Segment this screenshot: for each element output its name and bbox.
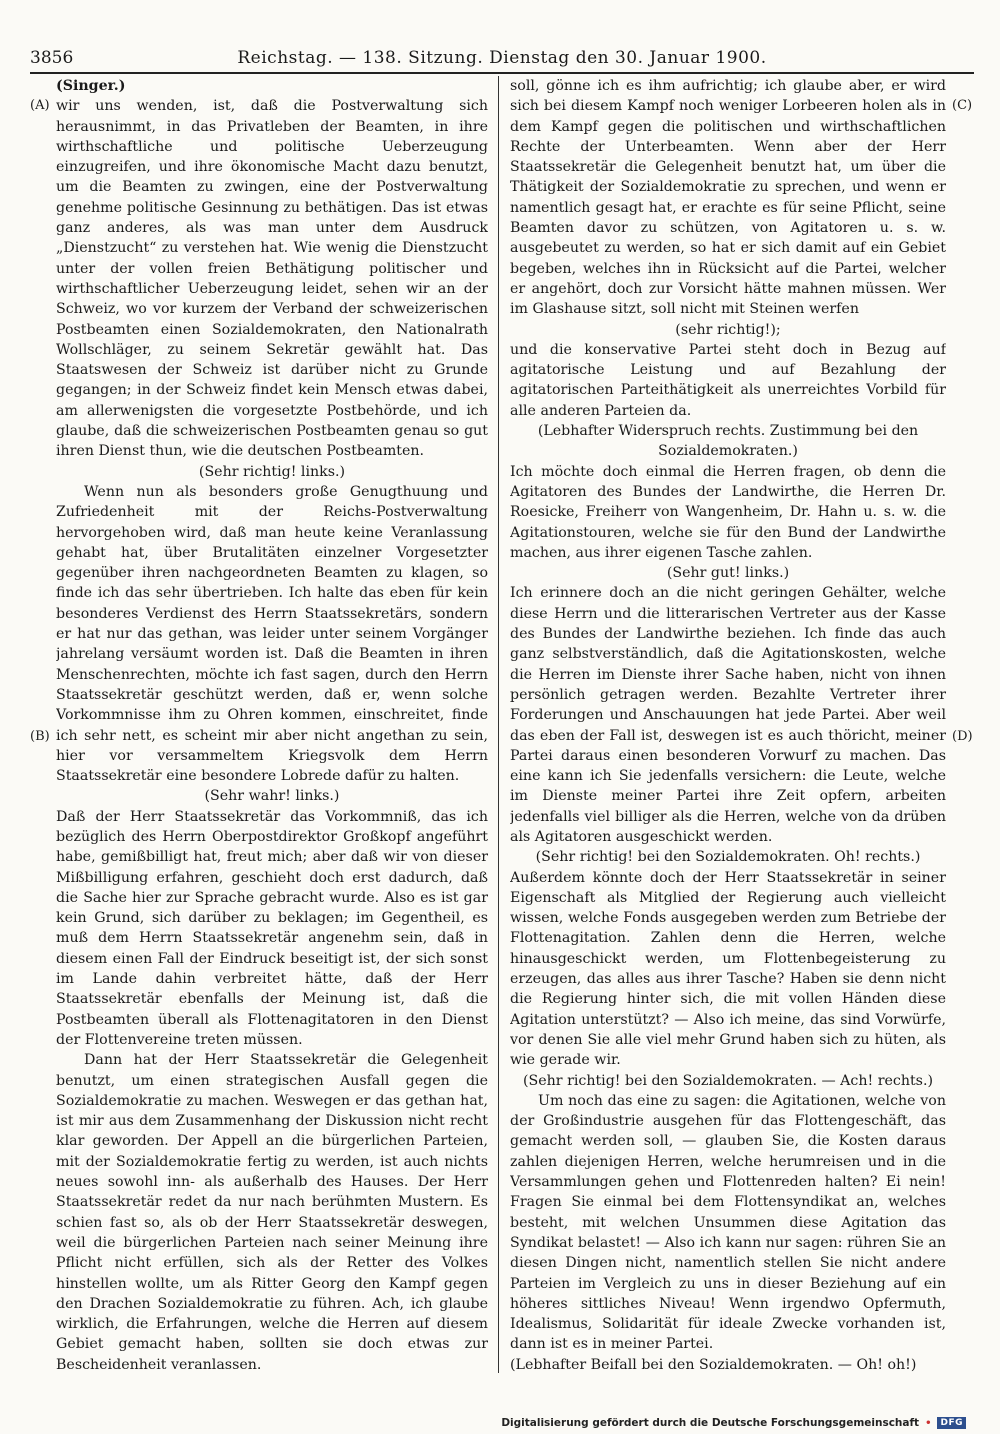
- interjection: (Sehr richtig! links.): [198, 463, 346, 480]
- column-divider: [498, 76, 499, 1373]
- paragraph: Um noch das eine zu sagen: die Agitationen, welche von der Großindustrie ausgehen für das Flottengeschäft, das gemacht werden soll, — glauben Sie, die Kosten daraus zahlen diejenigen Herren, welche herumreisen und in die Versammlungen gehen und Flottenreden halten? Ei nein! Fragen Sie einmal bei dem Flottensyndikat an, welches besteht, mit welchen Unsummen diese Agitation das Syndikat belastet! — Also ich kann nur sagen: rühren Sie an diesen Dingen nicht, namentlich stellen Sie nicht andere Parteien im Vergleich zu uns in dieser Beziehung auf ein höheres sittliches Niveau! Wenn irgendwo Opfermuth, Idealismus, Solidarität für ideale Zwecke vorhanden ist, dann ist es in meiner Partei.: [510, 1092, 946, 1353]
- margin-marker-c: (C): [952, 98, 973, 113]
- footer-text: Digitalisierung gefördert durch die Deutsche Forschungsgemeinschaft: [501, 1417, 920, 1429]
- paragraph: Ich erinnere doch an die nicht geringen Gehälter, welche diese Herrn und die litterarischen Vertreter aus der Kasse des Bundes der Landwirthe beziehen. Ich finde das auch ganz selbstverständlich, daß die Agitationskosten, welche die Herren im Dienste ihrer Sache haben, nicht von ihnen persönlich getragen werden. Bezahlte Vertreter ihrer Forderungen und Anschauungen hat jede Partei. Aber weil das eben der Fall ist, deswegen ist es auch thöricht, meiner Partei daraus einen besonderen Vorwurf zu machen. Das eine kann ich Sie jedenfalls versichern: die Leute, welche im Dienste meiner Partei ihre Zeit opfern, arbeiten jedenfalls viel billiger als die Herren, welche von da drüben als Agitatoren ausgeschickt werden.: [510, 585, 946, 845]
- interjection: (Sehr richtig! bei den Sozialdemokraten. — Ach! rechts.): [522, 1072, 934, 1089]
- speaker-label: (Singer.): [56, 78, 126, 94]
- paragraph: Dann hat der Herr Staatssekretär die Gelegenheit benutzt, um einen strategischen Ausfall gegen die Sozialdemokratie zu machen. Weswegen er das gethan hat, ist mir aus dem Zusammenhang der Diskussion nicht recht klar geworden. Der Appell an die bürgerlichen Parteien, mit der Sozialdemokratie fertig zu werden, ist auch nichts neues sowohl inn- als außerhalb des Hauses. Der Herr Staatssekretär redet da nur nach berühmten Mustern. Es schien fast so, als ob der Herr Staatssekretär deswegen, weil die bürgerlichen Parteien nach seiner Meinung ihre Pflicht nicht erfüllen, sich als der Retter des Volkes hinstellen wollte, um als Ritter Georg den Kampf gegen den Drachen Sozialdemokratie zu führen. Ach, ich glaube wirklich, die Erfahrungen, welche die Herren auf diesem Gebiet gemacht haben, sollten sie doch etwas zur Bescheidenheit veranlassen.: [56, 1052, 488, 1373]
- paragraph: wir uns wenden, ist, daß die Postverwaltung sich herausnimmt, in das Privatleben der Beamten, in ihre wirthschaftliche und politische Ueberzeugung einzugreifen, und ihre ökonomische Macht dazu benutzt, um die Beamten zu zwingen, eine der Postverwaltung genehme politische Gesinnung zu bethätigen. Das ist etwas ganz anderes, als was man unter dem Ausdruck „Dienstzucht“ zu verstehen hat. Wie wenig die Dienstzucht unter der vollen freien Bethätigung politischer und wirthschaftlicher Ueberzeugung leidet, sehen wir an der Schweiz, wo vor kurzem der Verband der schweizerischen Postbeamten einen Sozialdemokraten, den Nationalrath Wollschläger, zu seinem Sekretär gewählt hat. Das Staatswesen der Schweiz ist darüber nicht zu Grunde gegangen; in der Schweiz findet kein Mensch etwas dabei, am allerwenigsten die vorgesetzte Postbehörde, und ich glaube, daß die schweizerischen Postbeamten genau so gut ihren Dienst thun, wie die deutschen Postbeamten.: [56, 98, 488, 460]
- margin-marker-d: (D): [952, 729, 973, 744]
- paragraph: [510, 1375, 946, 1376]
- header-rule: [30, 72, 974, 74]
- page-header: [30, 43, 974, 73]
- margin-marker-b: (B): [30, 729, 50, 744]
- margin-marker-a: (A): [30, 98, 50, 113]
- paragraph: Ich möchte doch einmal die Herren fragen, ob denn die Agitatoren des Bundes der Landwirthe, die Herren Dr. Roesicke, Freiherr von Wangenheim, Dr. Hahn u. s. w. die Agitationstouren, welche sie für den Bund der Landwirthe machen, aus ihrer eigenen Tasche zahlen.: [510, 463, 946, 561]
- paragraph: Außerdem könnte doch der Herr Staatssekretär in seiner Eigenschaft als Mitglied der Regierung auch vielleicht wissen, welche Fonds ausgegeben werden zum Betriebe der Flottenagitation. Zahlen denn die Herren, welche hinausgeschickt werden, um Flottenbegeisterung zu erzeugen, das alles aus ihrer Tasche? Haben sie denn nicht die Regierung hinter sich, die mit vollen Händen diese Agitation unterstützt? — Also ich meine, das sind Vorwürfe, vor denen Sie alle viel mehr Grund haben sich zu hüten, als wie gerade wir.: [510, 869, 946, 1069]
- running-title: Reichstag. — 138. Sitzung. Dienstag den 30. Januar 1900.: [237, 48, 767, 68]
- footer-credit: [501, 1417, 966, 1429]
- dfg-logo: DFG: [937, 1417, 966, 1429]
- right-column: [510, 76, 946, 1376]
- interjection: (Lebhafter Beifall bei den Sozialdemokraten. — Oh! oh!): [510, 1356, 917, 1373]
- paragraph: Wenn nun als besonders große Genugthuung und Zufriedenheit mit der Reichs-Postverwaltung hervorgehoben wird, daß man heute keine Veranlassung gehabt hat, über Brutalitäten einzelner Vorgesetzter gegenüber ihren nachgeordneten Beamten zu klagen, so finde ich das sehr übertrieben. Ich halte das eben für kein besonderes Verdienst des Herrn Staatssekretärs, sondern er hat nur das gethan, was leider unter seinem Vorgänger jahrelang versäumt worden ist. Daß die Beamten in ihren Menschenrechten, möchte ich fast sagen, durch den Herrn Staatssekretär geschützt werden, daß er, wenn solche Vorkommnisse ihm zu Ohren kommen, einschreitet, finde ich sehr nett, es scheint mir aber nicht angethan zu sein, hier vor versammeltem Kriegsvolk dem Herrn Staatssekretär eine besondere Lobrede dafür zu halten.: [56, 483, 488, 785]
- page-number: 3856: [30, 48, 74, 68]
- left-column: [56, 76, 488, 1376]
- interjection: (Sehr wahr! links.): [204, 788, 340, 805]
- paragraph: und die konservative Partei steht doch in Bezug auf agitatorische Leistung und auf Bezahlung der agitatorischen Parteithätigkeit als unerreichtes Vorbild für alle anderen Parteien da.: [510, 341, 946, 419]
- interjection: (Lebhafter Widerspruch rechts. Zustimmung bei den Sozialdemokraten.): [537, 423, 919, 460]
- interjection: (Sehr richtig! bei den Sozialdemokraten. Oh! rechts.): [535, 849, 921, 866]
- interjection: (Sehr gut! links.): [666, 565, 790, 582]
- separator-dot-icon: •: [925, 1417, 932, 1429]
- paragraph: Daß der Herr Staatssekretär das Vorkommniß, das ich bezüglich des Herrn Oberpostdirektor Großkopf angeführt habe, gemißbilligt hat, freut mich; aber daß wir von dieser Mißbilligung erfahren, geschieht doch erst dadurch, daß die Sache hier zur Sprache gebracht wurde. Also es ist gar kein Grund, sich darüber zu beklagen; im Gegentheil, es muß dem Herrn Staatssekretär angenehm sein, daß in diesem einen Fall der Eindruck beseitigt ist, der sich sonst im Lande dahin verbreitet hätte, daß der Herr Staatssekretär ebenfalls der Meinung ist, daß die Postbeamten überall als Flottenagitatoren in den Dienst der Flottenvereine treten müssen.: [56, 808, 488, 1048]
- interjection: [56, 1375, 488, 1376]
- paragraph: soll, gönne ich es ihm aufrichtig; ich glaube aber, er wird sich bei diesem Kampf noch weniger Lorbeeren holen als in dem Kampf gegen die politischen und wirthschaftlichen Rechte der Unterbeamten. Wenn aber der Herr Staatssekretär die Gelegenheit benutzt hat, um über die Thätigkeit der Sozialdemokratie zu sprechen, und wenn er namentlich gesagt hat, er erachte es für seine Pflicht, seine Beamten davor zu schützen, von Agitatoren u. s. w. ausgebeutet zu werden, so hat er sich damit auf ein Gebiet begeben, welches ihn in Rücksicht auf die Partei, welcher er angehört, doch zur Vorsicht hätte mahnen müssen. Wer im Glashause sitzt, soll nicht mit Steinen werfen: [510, 78, 946, 318]
- interjection: (sehr richtig!);: [675, 321, 781, 338]
